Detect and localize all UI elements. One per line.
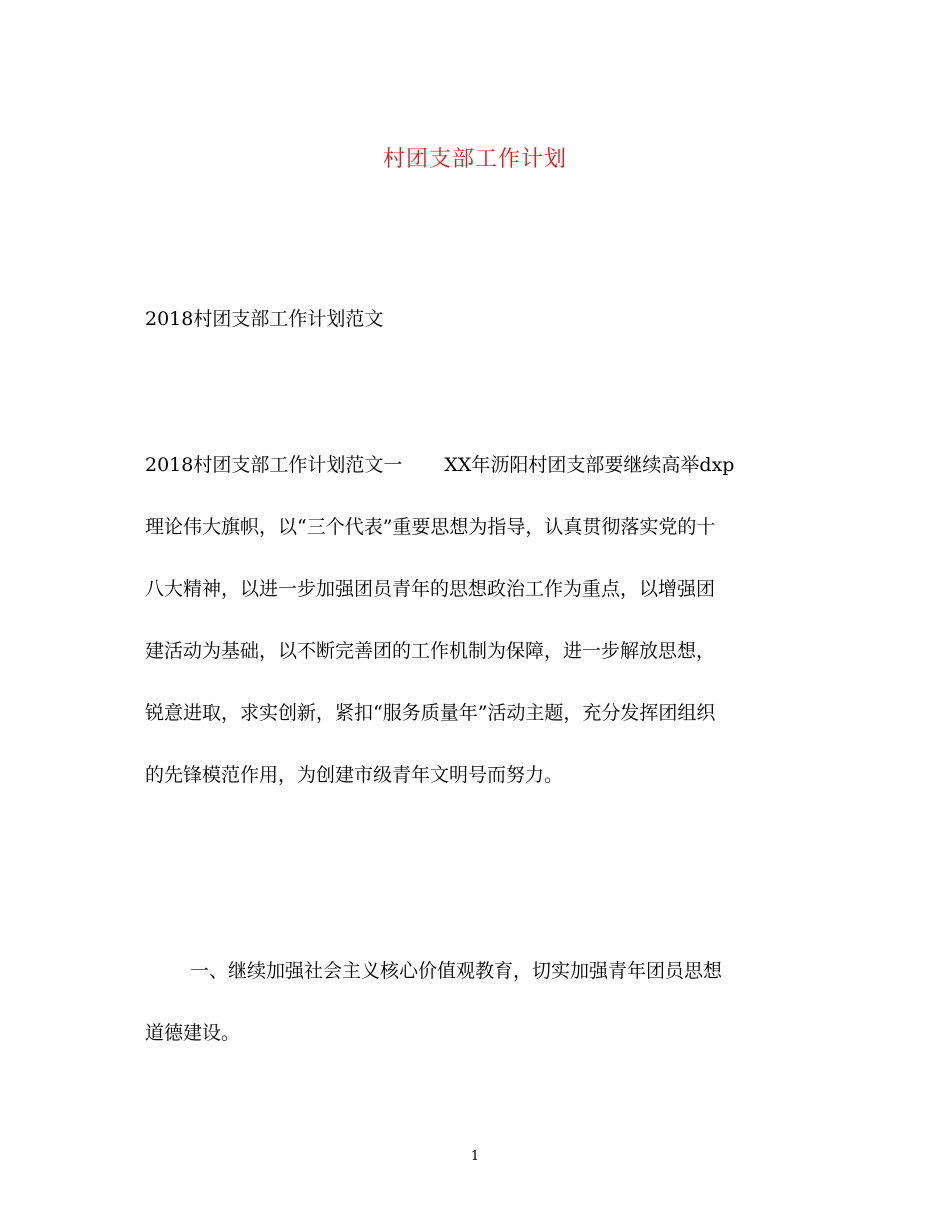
paragraph-1-line-6: 的先锋模范作用，为创建市级青年文明号而努力。 [145, 764, 564, 786]
paragraph-1-line-5: 锐意进取，求实创新，紧扣“服务质量年”活动主题，充分发挥团组织 [145, 702, 716, 724]
paragraph-1-line-1-rest: XX年沥阳村团支部要继续高举dxp [444, 454, 735, 476]
paragraph-2-line-1: 一、继续加强社会主义核心价值观教育，切实加强青年团员思想 [190, 960, 723, 982]
paragraph-1-line-4: 建活动为基础，以不断完善团的工作机制为保障，进一步解放思想， [145, 640, 716, 662]
paragraph-1 [145, 434, 805, 806]
page-number: 1 [470, 1149, 480, 1164]
document-subtitle: 2018村团支部工作计划范文 [145, 308, 384, 330]
paragraph-1-line-2: 理论伟大旗帜，以“三个代表”重要思想为指导，认真贯彻落实党的十 [145, 516, 716, 538]
paragraph-1-lead: 2018村团支部工作计划范文一 [145, 454, 403, 476]
paragraph-1-line-3: 八大精神，以进一步加强团员青年的思想政治工作为重点，以增强团 [145, 578, 716, 600]
paragraph-1-line-1 [145, 434, 805, 496]
paragraph-2 [145, 940, 805, 1064]
document-title: 村团支部工作计划 [382, 147, 567, 172]
paragraph-2-line-2: 道德建设。 [145, 1022, 241, 1044]
